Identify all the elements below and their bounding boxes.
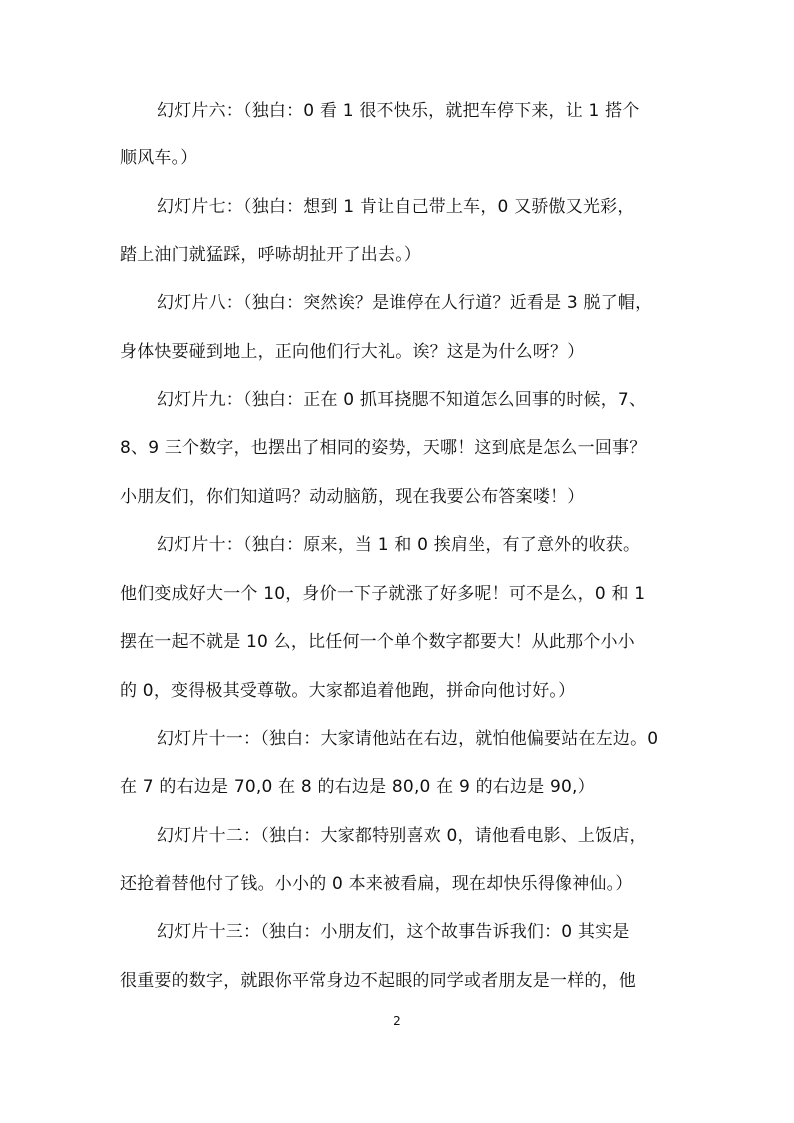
text-line: 很重要的数字，就跟你平常身边不起眼的同学或者朋友是一样的，他 [120,971,636,991]
text-line: 的 0，变得极其受尊敬。大家都追着他跑，拼命向他讨好。） [120,681,576,701]
text-line: 幻灯片九：（独白：正在 0 抓耳挠腮不知道怎么回事的时候，7、 [157,390,647,410]
page-number: 2 [393,1014,401,1028]
text-line: 8、9 三个数字，也摆出了相同的姿势，天哪！这到底是怎么一回事？ [120,438,647,458]
text-line: 摆在一起不就是 10 么，比任何一个单个数字都要大！从此那个小小 [120,632,635,652]
text-line: 幻灯片十二：（独白：大家都特别喜欢 0，请他看电影、上饭店， [157,826,647,846]
text-line: 小朋友们，你们知道吗？动动脑筋，现在我要公布答案喽！） [120,487,585,507]
text-line: 幻灯片六：（独白：0 看 1 很不快乐，就把车停下来，让 1 搭个 [157,101,640,121]
text-line: 顺风车。） [120,148,198,168]
text-line: 幻灯片十一：（独白：大家请他站在右边，就怕他偏要站在左边。0 [157,729,659,749]
text-line: 身体快要碰到地上，正向他们行大礼。诶？这是为什么呀？） [120,342,585,362]
text-line: 幻灯片七：（独白：想到 1 肯让自己带上车，0 又骄傲又光彩， [157,197,635,217]
text-line: 幻灯片八：（独白：突然诶？是谁停在人行道？近看是 3 脱了帽， [157,293,653,313]
text-line: 在 7 的右边是 70,0 在 8 的右边是 80,0 在 9 的右边是 90,） [120,777,595,797]
text-line: 幻灯片十：（独白：原来，当 1 和 0 挨肩坐，有了意外的收获。 [157,535,641,555]
text-line: 他们变成好大一个 10，身价一下子就涨了好多呢！可不是么，0 和 1 [120,584,646,604]
text-line: 还抢着替他付了钱。小小的 0 本来被看扁，现在却快乐得像神仙。） [120,874,633,894]
text-line: 踏上油门就猛踩，呼哧胡扯开了出去。） [120,245,422,265]
text-line: 幻灯片十三：（独白：小朋友们，这个故事告诉我们：0 其实是 [157,922,630,942]
